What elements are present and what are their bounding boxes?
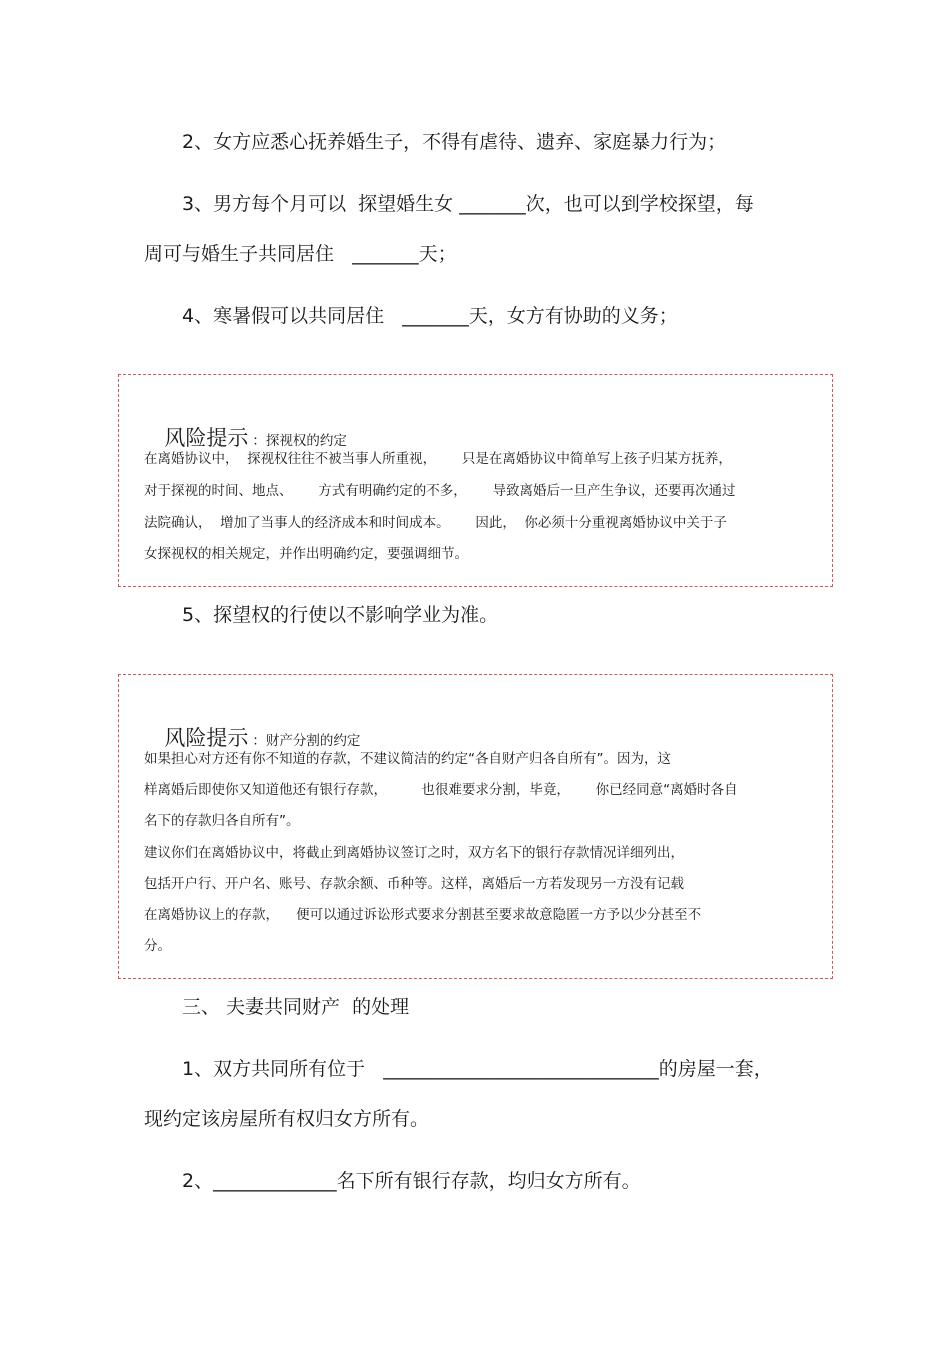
risk-tip-line: 法院确认， 增加了当事人的经济成本和时间成本。 因此， 你必须十分重视离婚协议中关于子 [144, 515, 727, 531]
risk-tip-line: 样离婚后即使你又知道他还有银行存款， 也很难要求分割，毕竟， 你已经同意“离婚时各自 [144, 782, 738, 798]
risk-tip-heading: 风险提示 [164, 426, 249, 450]
clause-3-line-2: 周可与婚生子共同居住 _______天； [144, 243, 457, 265]
clause-5: 5、探望权的行使以不影响学业为准。 [182, 604, 499, 626]
clause-4: 4、寒暑假可以共同居住 _______天，女方有协助的义务； [182, 305, 678, 327]
risk-tip-line: 包括开户行、开户名、账号、存款余额、币种等。这样，离婚后一方若发现另一方没有记载 [144, 876, 684, 892]
section-3-heading: 三、 夫妻共同财产 的处理 [182, 996, 410, 1018]
section-3-clause-1-line-1: 1、双方共同所有位于 _____________________________的房屋一套， [182, 1058, 773, 1080]
risk-tip-line: 女探视权的相关规定，并作出明确约定，要强调细节。 [144, 546, 468, 562]
risk-tip-line: 在离婚协议上的存款， 便可以通过诉讼形式要求分割甚至要求故意隐匿一方予以少分甚至不 [144, 907, 702, 923]
risk-tip-line: 分。 [144, 938, 171, 954]
risk-tip-subheading: ：探视权的约定 [252, 433, 347, 449]
risk-tip-line: 在离婚协议中， 探视权往往不被当事人所重视， 只是在离婚协议中简单写上孩子归某方抚养， [144, 451, 732, 467]
risk-tip-line: 如果担心对方还有你不知道的存款，不建议简洁的约定“各自财产归各自所有”。因为，这 [144, 751, 671, 767]
risk-tip-line: 名下的存款归各自所有”。 [144, 813, 300, 829]
section-3-clause-1-line-2: 现约定该房屋所有权归女方所有。 [144, 1108, 430, 1130]
risk-tip-line: 建议你们在离婚协议中，将截止到离婚协议签订之时，双方名下的银行存款情况详细列出， [144, 845, 684, 861]
risk-tip-heading: 风险提示 [164, 726, 249, 750]
risk-tip-line: 对于探视的时间、地点、 方式有明确约定的不多， 导致离婚后一旦产生争议，还要再次通过 [144, 483, 736, 499]
risk-tip-subheading: ：财产分割的约定 [252, 733, 361, 749]
risk-tip-box-visitation [118, 374, 833, 587]
clause-2: 2、女方应悉心抚养婚生子，不得有虐待、遗弃、家庭暴力行为； [182, 131, 727, 153]
section-3-clause-2: 2、_____________名下所有银行存款，均归女方所有。 [182, 1170, 641, 1192]
clause-3-line-1: 3、男方每个月可以 探望婚生女 _______次，也可以到学校探望，每 [182, 193, 754, 215]
risk-tip-box-property [118, 674, 833, 979]
